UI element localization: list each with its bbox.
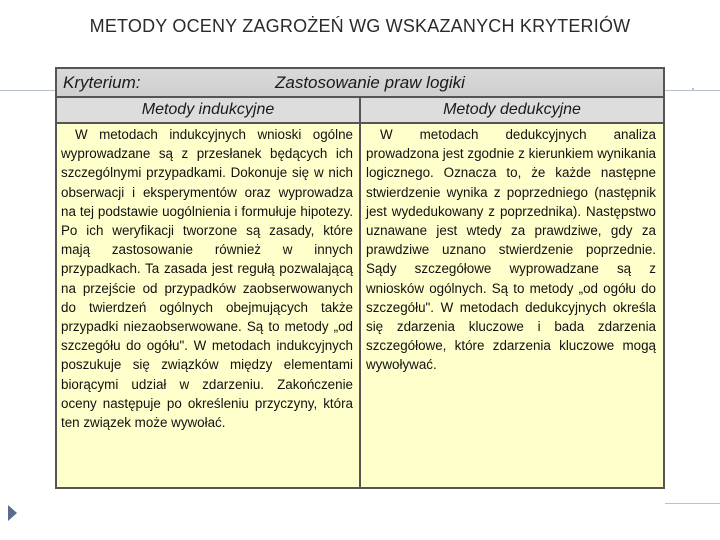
inductive-intro: W metodach: [75, 127, 170, 142]
column-divider: [359, 98, 361, 487]
inductive-emphasis: indukcyjnych: [169, 127, 246, 142]
deductive-emphasis: dedukcyjnych: [505, 127, 587, 142]
decorative-dot: [692, 88, 694, 90]
deductive-description: [366, 125, 656, 375]
criterion-label: Kryterium:: [63, 73, 141, 92]
deductive-intro: W metodach: [380, 127, 506, 142]
inductive-body: wnioski ogólne wyprowadzane są z przesłanek będących ich szczególnymi przypadkami. Dokonuje się w nich obserwacji i eksperymentów oraz wyprowadza na tej podstawie uogólnienia i formułuje hipotezy. Po ich weryfikacji tworzone są zasady, które mają zastosowanie również w innych przypadkach. Ta zasada jest regułą pozwalającą na przejście od przypadków zaobserwowanych do twierdzeń ogólnych obejmujących także przypadki niezaobserwowane. Są to metody „od szczegółu do ogółu". W metodach indukcyjnych poszukuje się związków między elementami biorącymi udział w zdarzeniu. Zakończenie oceny następuje po określeniu przyczyny, która ten związek może wywołać.: [61, 127, 353, 431]
table-header-row: [57, 69, 663, 98]
decorative-line-right: [665, 90, 720, 91]
next-slide-arrow-icon[interactable]: [8, 505, 17, 521]
decorative-line-bottom: [665, 503, 720, 504]
criteria-table: [55, 67, 665, 489]
application-label: Zastosowanie praw logiki: [275, 73, 465, 92]
inductive-description: [61, 125, 353, 432]
decorative-line-left: [0, 90, 55, 91]
deductive-heading: Metody dedukcyjne: [443, 101, 581, 118]
deductive-body: analiza prowadzona jest zgodnie z kierunkiem wynikania logicznego. Oznacza to, że każde następne stwierdzenie wynika z poprzedniego (następnik jest wydedukowany z poprzednika). Następstwo uznawane jest wtedy za prawdziwe, gdy za prawdziwe uznano stwierdzenie poprzednie. Sądy szczegółowe wyprowadzane są z wniosków ogólnych. Są to metody „od ogółu do szczegółu". W metodach dedukcyjnych określa się zdarzenia kluczowe i bada zdarzenia szczegółowe, które zdarzenia kluczowe mogą wywoływać.: [366, 127, 657, 373]
slide-title: METODY OCENY ZAGROŻEŃ WG WSKAZANYCH KRYTERIÓW: [89, 16, 631, 36]
inductive-heading: Metody indukcyjne: [141, 101, 275, 118]
